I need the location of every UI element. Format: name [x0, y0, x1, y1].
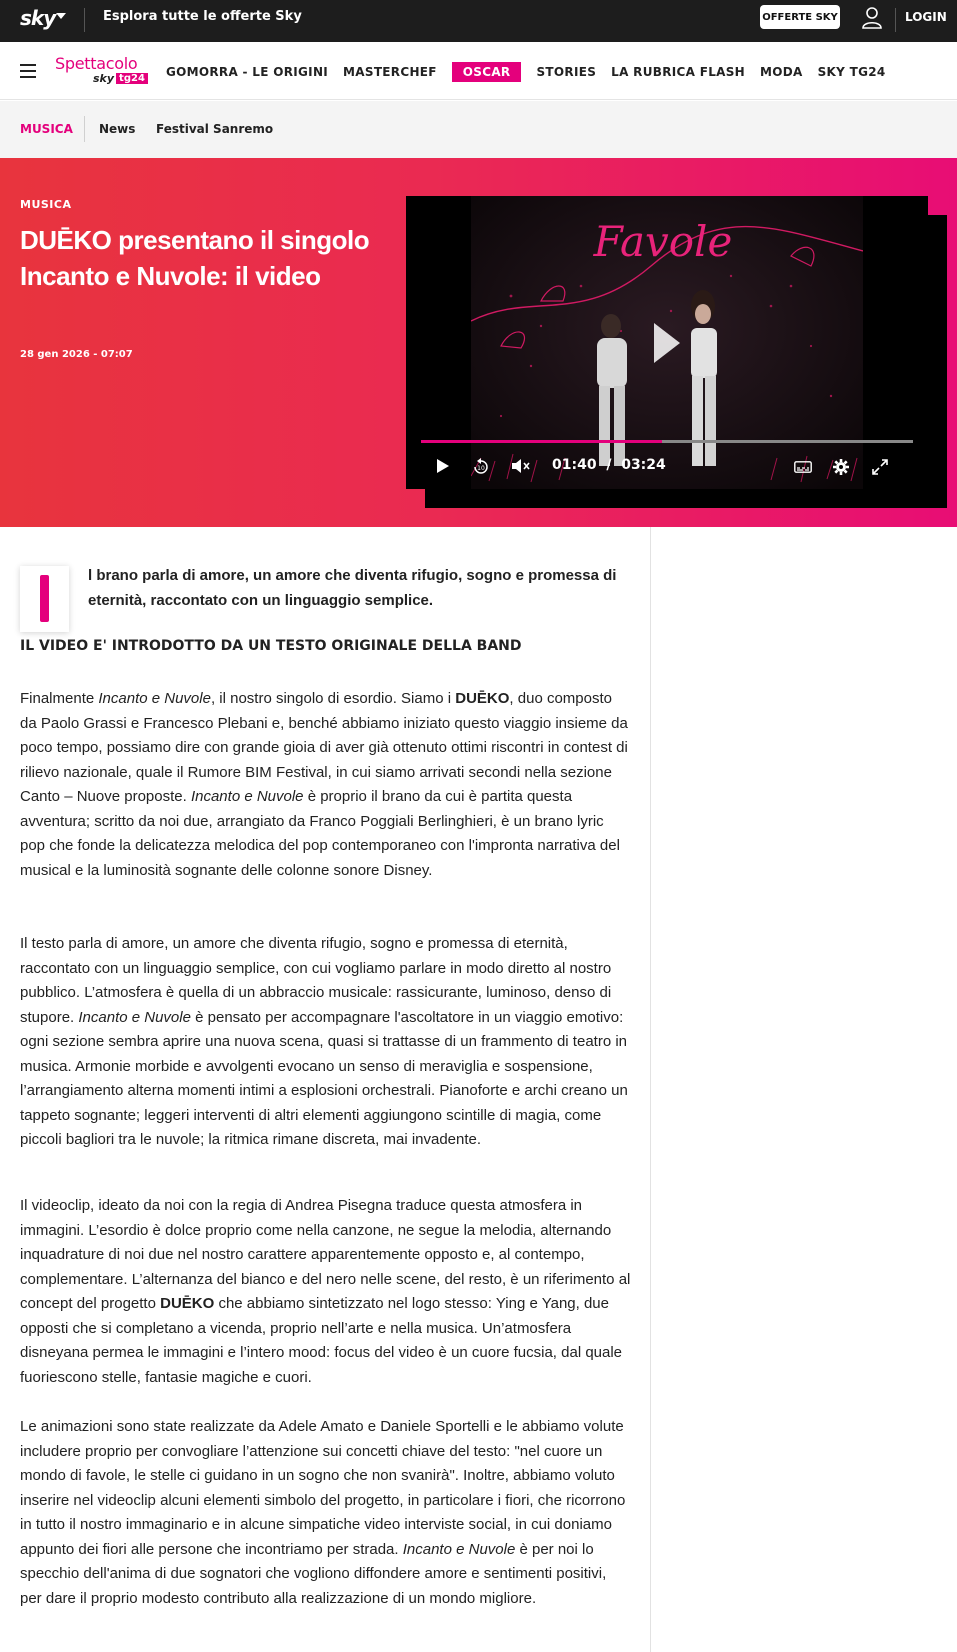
time-separator: / [606, 457, 612, 473]
subnav-item-news[interactable]: News [99, 122, 136, 136]
play-overlay-icon[interactable] [654, 323, 680, 363]
text-run: Il testo parla di amore, un amore che diventa rifugio, sogno e promessa di eternità, raccontato con un linguaggio semplice, con cui vogliamo parlare in modo diretto al nostro pubblico. L’atmosfera è quella di un abbraccio musicale: rassicurante, luminoso, denso di stupore. [20, 935, 612, 1026]
subtitles-icon[interactable] [794, 461, 812, 473]
nav-item-rubrica-flash[interactable]: LA RUBRICA FLASH [611, 65, 746, 79]
article-subhead: IL VIDEO E' INTRODOTTO DA UN TESTO ORIGINALE DELLA BAND [20, 638, 522, 654]
article-hero [0, 158, 957, 527]
brand-tg24: tg24 [116, 73, 148, 84]
song-title: Incanto e Nuvole [78, 1008, 191, 1026]
article-category[interactable]: MUSICA [20, 198, 72, 211]
brand-sky: sky [93, 72, 115, 85]
offers-link[interactable]: Esplora tutte le offerte Sky [103, 9, 302, 24]
article-title: DUĒKO presentano il singolo Incanto e Nuvole: il video [20, 225, 370, 291]
article-paragraph [20, 932, 632, 1153]
sub-nav [0, 101, 957, 158]
mute-icon[interactable] [511, 458, 531, 474]
band-name: DUĒKO [160, 1295, 215, 1312]
nav-item-gomorra[interactable]: GOMORRA - LE ORIGINI [166, 65, 329, 79]
divider [84, 116, 85, 142]
text-run: Il videoclip, ideato da noi con la regia di Andrea Pisegna traduce questa atmosfera in immagini. L’esordio è dolce proprio come nella canzone, ne segue la melodia, alternando inquadrature di noi due nel nostro carattere apparentemente opposto e, al contempo, complementare. L’alternanza del bianco e del nero nelle scene, del resto, è un riferimento al concept del progetto [20, 1197, 631, 1312]
video-title-art: Favole [593, 217, 733, 266]
dropcap-letter-i [40, 575, 49, 622]
nav-items [166, 62, 901, 82]
sky-logo[interactable]: sky [20, 6, 56, 30]
video-player[interactable] [406, 196, 928, 489]
sidebar-divider [650, 527, 651, 1652]
user-icon[interactable] [861, 6, 883, 30]
fullscreen-icon[interactable] [872, 459, 888, 475]
nav-item-masterchef[interactable]: MASTERCHEF [343, 65, 437, 79]
song-title: Incanto e Nuvole [190, 788, 304, 805]
top-bar [0, 0, 957, 42]
subnav-item-festival-sanremo[interactable]: Festival Sanremo [156, 122, 274, 136]
article-date: 28 gen 2026 - 07:07 [20, 349, 133, 360]
login-button[interactable]: LOGIN [905, 10, 947, 24]
text-run: , il nostro singolo di esordio. Siamo i [210, 690, 456, 707]
divider [84, 8, 85, 32]
article-paragraph [20, 1415, 632, 1611]
band-name: DUĒKO [455, 690, 510, 707]
svg-text:10: 10 [477, 465, 485, 472]
settings-gear-icon[interactable] [833, 459, 849, 475]
article-paragraph [20, 1194, 632, 1390]
text-run: , duo composto da Paolo Grassi e Francesco Plebani e, benché abbiamo iniziato questo viaggio insieme da poco tempo, possiamo dire con grande gioia di aver già ottenuto ottimi riscontri in contest di rilievo nazionale, quale il Rumore BIM Festival, in cui siamo arrivati secondi nella sezione Canto – Nuove proposte. [20, 690, 628, 805]
song-title: Incanto e Nuvole [402, 1540, 516, 1558]
chevron-down-icon[interactable] [56, 13, 66, 19]
progress-bar[interactable] [421, 440, 913, 443]
text-run: Finalmente [20, 690, 99, 707]
text-run: è per noi lo specchio dell'anima di due sognatori che vogliono diffondere amore e sentimenti positivi, per dare il proprio modesto contributo alla realizzazione di un mondo migliore. [20, 1540, 607, 1607]
play-icon[interactable] [436, 458, 450, 474]
subnav-item-musica[interactable]: MUSICA [20, 122, 73, 136]
time-current: 01:40 [552, 457, 597, 473]
article-paragraph [20, 687, 632, 883]
text-run: Le animazioni sono state realizzate da Adele Amato e Daniele Sportelli e le abbiamo volute includere proprio per convogliare l’attenzione sui concetti chiave del testo: "nel cuore un mondo di favole, le stelle ci guidano in un sogno che non svanirà". Inoltre, abbiamo voluto inserire nel videoclip alcuni elementi simbolo del progetto, in particolare i fiori, che ricorrono in tutto il nostro immaginario e in alcune simpatiche video interviste social, in cui doniamo appunto dei fiori alle persone che incontriamo per strada. [20, 1418, 626, 1558]
nav-item-skytg24[interactable]: SKY TG24 [817, 65, 886, 79]
song-title: Incanto e Nuvole [98, 690, 211, 707]
text-run: è pensato per accompagnare l'ascoltatore in un viaggio emotivo: ogni sezione sembra aprire una nuova scena, quasi si trattasse di un frammento di teatro in musica. Armonie morbide e avvolgenti evocano un senso di meraviglia e sospensione, l’arrangiamento alterna momenti intimi a esplosioni orchestrali. Pianoforte e archi creano un tappeto sognante; leggeri interventi di altri elementi aggiungono scintille di magia, come piccoli bagliori tra le nuvole; la ritmica rimane discreta, mai invadente. [20, 1008, 628, 1148]
divider [895, 8, 896, 32]
article-lead: l brano parla di amore, un amore che diventa rifugio, sogno e promessa di eternità, raccontato con un linguaggio semplice. [88, 567, 617, 609]
nav-item-oscar[interactable]: OSCAR [452, 62, 522, 82]
dropcap [20, 566, 69, 632]
time-total: 03:24 [621, 457, 666, 473]
progress-fill [421, 440, 662, 443]
replay-10-icon[interactable] [472, 458, 490, 476]
time-display [552, 457, 666, 473]
brand-sub [93, 72, 148, 85]
nav-item-stories[interactable]: STORIES [536, 65, 597, 79]
text-run: che abbiamo sintetizzato nel logo stesso: Ying e Yang, due opposti che si completano a vicenda, proprio nell’arte e nella musica. Un’atmosfera disneyana permea le immagini e l’intero mood: focus del video è un cuore fucsia, dal quale fuoriescono stelle, fantasie magiche e cuori. [20, 1295, 623, 1386]
brand-title: Spettacolo [55, 54, 138, 73]
main-nav [0, 42, 957, 100]
spettacolo-logo[interactable] [55, 54, 145, 85]
offerte-sky-button[interactable]: OFFERTE SKY [760, 5, 840, 29]
nav-item-moda[interactable]: MODA [760, 65, 803, 79]
text-run: è proprio il brano da cui è partita questa avventura; scritto da noi due, arrangiato da Franco Poggiali Berlinghieri, è un brano lyric pop che fonde la delicatezza melodica del pop contemporaneo con l'impronta narrativa del musical e la luminosità sognante delle colonne sonore Disney. [20, 788, 620, 879]
menu-icon[interactable] [20, 64, 36, 78]
